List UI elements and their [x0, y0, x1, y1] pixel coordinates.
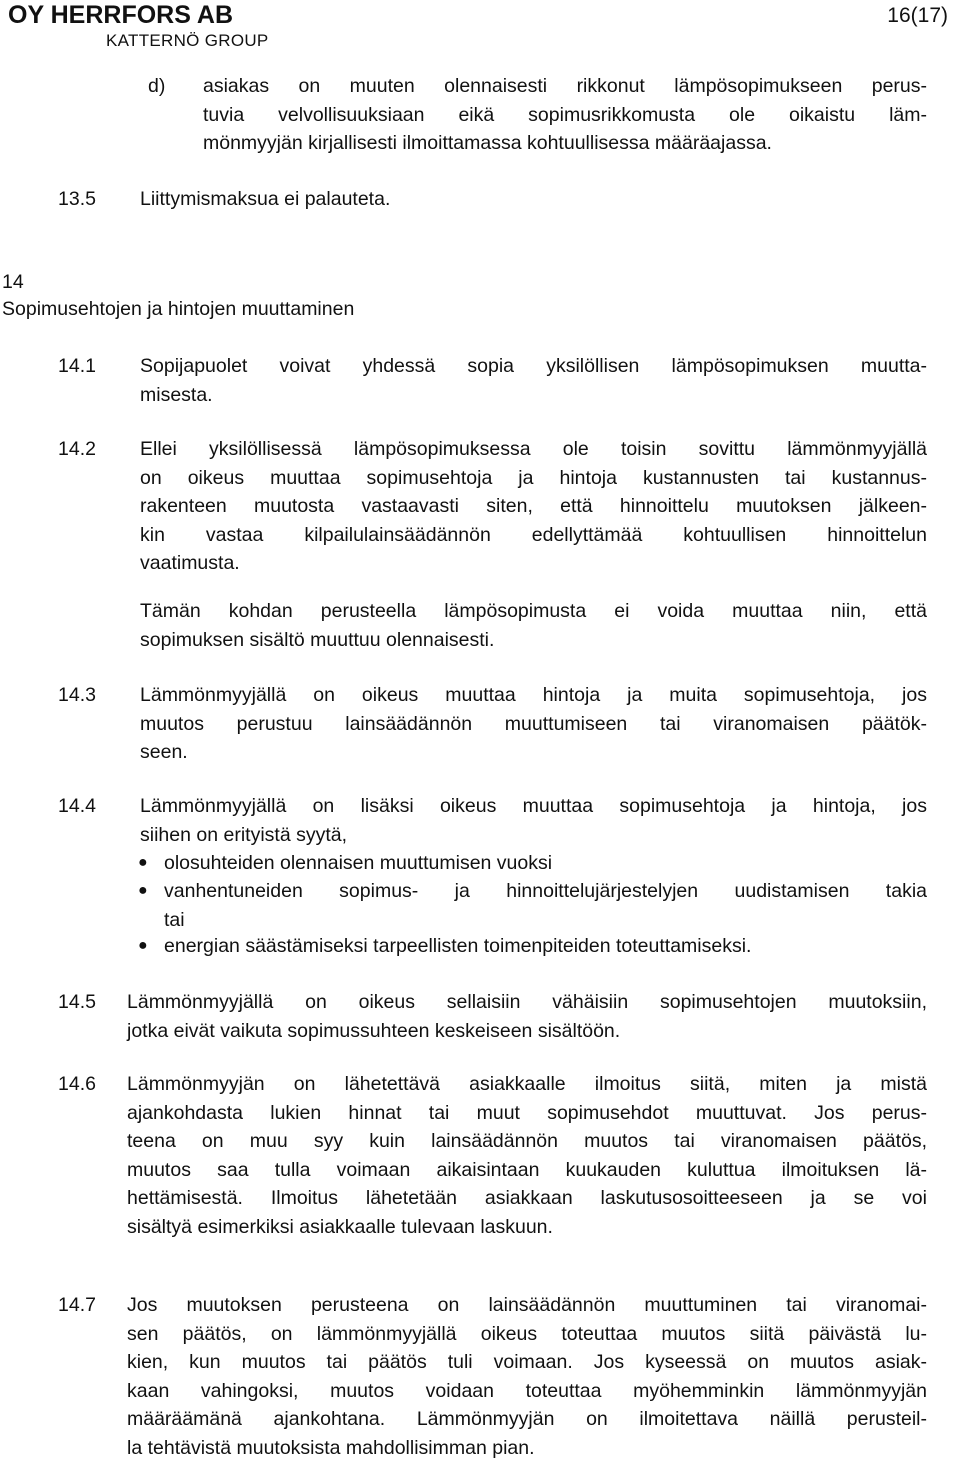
section-14-3-number: 14.3	[58, 681, 96, 710]
text-line: Tämän kohdan perusteella lämpösopimusta ei voida muuttaa niin, että	[140, 597, 927, 626]
section-14-2-number: 14.2	[58, 435, 96, 464]
text-line: asiakas on muuten olennaisesti rikkonut lämpösopimukseen perus-	[203, 72, 927, 101]
text-line: Lämmönmyyjällä on oikeus muuttaa hintoja ja muita sopimusehtoja, jos	[140, 681, 927, 710]
text-line: hettämisestä. Ilmoitus lähetetään asiakkaan laskutusosoitteeseen ja se voi	[127, 1184, 927, 1213]
item-d-text	[203, 72, 927, 158]
company-group: KATTERNÖ GROUP	[106, 31, 269, 51]
text-line: vaatimusta.	[140, 549, 927, 578]
bullet-icon: ●	[138, 849, 148, 878]
text-line: kien, kun muutos tai päätös tuli voimaan. Jos kyseessä on muutos asiak-	[127, 1348, 927, 1377]
text-line: sopimuksen sisältö muuttuu olennaisesti.	[140, 626, 927, 655]
text-line: seen.	[140, 738, 927, 767]
section-14-6-text	[127, 1070, 927, 1241]
text-line: tai	[164, 906, 927, 935]
text-line: sen päätös, on lämmönmyyjällä oikeus toteuttaa muutos siitä päivästä lu-	[127, 1320, 927, 1349]
text-line: Sopijapuolet voivat yhdessä sopia yksilöllisen lämpösopimuksen muutta-	[140, 352, 927, 381]
section-14-7-number: 14.7	[58, 1291, 96, 1320]
bullet-item: energian säästämiseksi tarpeellisten toimenpiteiden toteuttamiseksi.	[164, 932, 751, 961]
section-14-6-number: 14.6	[58, 1070, 96, 1099]
section-14-2-paragraph-2	[140, 597, 927, 654]
text-line: sisältyä esimerkiksi asiakkaalle tulevaan laskuun.	[127, 1213, 927, 1242]
bullet-item: olosuhteiden olennaisen muuttumisen vuoksi	[164, 849, 552, 878]
section-14-5-text	[127, 988, 927, 1045]
bullet-icon: ●	[138, 932, 148, 961]
text-line: rakenteen muutosta vastaavasti siten, että hinnoittelu muutoksen jälkeen-	[140, 492, 927, 521]
section-14-3-text	[140, 681, 927, 767]
section-14-5-number: 14.5	[58, 988, 96, 1017]
text-line: siihen on erityistä syytä,	[140, 821, 927, 850]
text-line: kaan vahingoksi, muutos voidaan toteuttaa myöhemminkin lämmönmyyjän	[127, 1377, 927, 1406]
section-14-title: Sopimusehtojen ja hintojen muuttaminen	[2, 295, 354, 324]
text-line: Ellei yksilöllisessä lämpösopimuksessa ole toisin sovittu lämmönmyyjällä	[140, 435, 927, 464]
text-line: Lämmönmyyjällä on oikeus sellaisiin vähäisiin sopimusehtojen muutoksiin,	[127, 988, 927, 1017]
text-line: tuvia velvollisuuksiaan eikä sopimusrikkomusta ole oikaistu läm-	[203, 101, 927, 130]
text-line: Jos muutoksen perusteena on lainsäädännön muuttuminen tai viranomai-	[127, 1291, 927, 1320]
section-13-5-number: 13.5	[58, 185, 96, 214]
page-number: 16(17)	[887, 4, 948, 28]
text-line: la tehtävistä muutoksista mahdollisimman pian.	[127, 1434, 927, 1462]
section-14-2-text	[140, 435, 927, 578]
section-14-4-text	[140, 792, 927, 849]
section-14-1-number: 14.1	[58, 352, 96, 381]
bullet-item	[164, 877, 927, 934]
section-14-7-text	[127, 1291, 927, 1462]
text-line: mönmyyjän kirjallisesti ilmoittamassa kohtuullisessa määräajassa.	[203, 129, 927, 158]
text-line: Lämmönmyyjän on lähetettävä asiakkaalle ilmoitus siitä, miten ja mistä	[127, 1070, 927, 1099]
text-line: määräämänä ajankohtana. Lämmönmyyjän on ilmoitettava näillä perusteil-	[127, 1405, 927, 1434]
text-line: on oikeus muuttaa sopimusehtoja ja hintoja kustannusten tai kustannus-	[140, 464, 927, 493]
section-14-4-number: 14.4	[58, 792, 96, 821]
text-line: muutos perustuu lainsäädännön muuttumiseen tai viranomaisen päätök-	[140, 710, 927, 739]
company-name: OY HERRFORS AB	[8, 0, 233, 30]
text-line: jotka eivät vaikuta sopimussuhteen keskeiseen sisältöön.	[127, 1017, 927, 1046]
text-line: vanhentuneiden sopimus- ja hinnoittelujärjestelyjen uudistamisen takia	[164, 877, 927, 906]
section-14-number: 14	[2, 268, 24, 297]
text-line: misesta.	[140, 381, 927, 410]
bullet-icon: ●	[138, 877, 148, 906]
item-d-label: d)	[148, 72, 165, 101]
text-line: ajankohdasta lukien hinnat tai muut sopimusehdot muuttuvat. Jos perus-	[127, 1099, 927, 1128]
page-header	[0, 0, 960, 58]
text-line: muutos saa tulla voimaan aikaisintaan kuukauden kuluttua ilmoituksen lä-	[127, 1156, 927, 1185]
text-line: Lämmönmyyjällä on lisäksi oikeus muuttaa sopimusehtoja ja hintoja, jos	[140, 792, 927, 821]
text-line: kin vastaa kilpailulainsäädännön edellyttämää kohtuullisen hinnoittelun	[140, 521, 927, 550]
section-14-1-text	[140, 352, 927, 409]
section-13-5-text: Liittymismaksua ei palauteta.	[140, 185, 390, 214]
text-line: teena on muu syy kuin lainsäädännön muutos tai viranomaisen päätös,	[127, 1127, 927, 1156]
